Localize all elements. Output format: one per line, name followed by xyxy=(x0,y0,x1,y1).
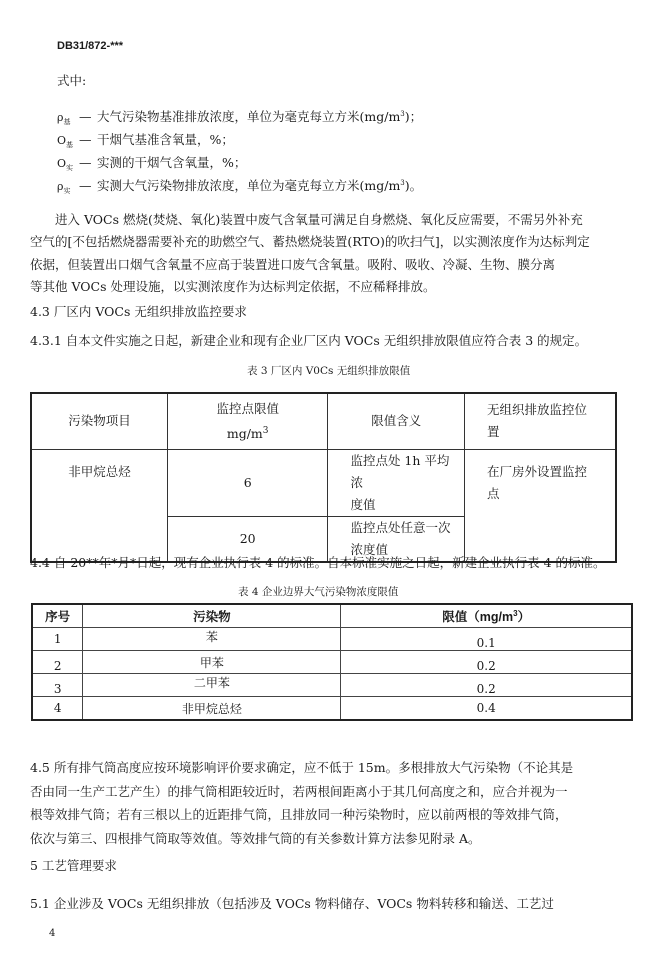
table3-header-meaning: 限值含义 xyxy=(328,393,465,449)
table4-no-cell: 3 xyxy=(32,674,83,697)
formula-intro: 式中: xyxy=(57,73,87,88)
table3-header-pollutant: 污染物项目 xyxy=(31,393,167,449)
section-4-4-text: 4.4 自 20**年*月*日起，现有企业执行表 4 的标准。自本标准实施之日起，新建企业执行表 4 的标准。 xyxy=(30,555,606,570)
definition-rho-measured: $\rho_实$ — 实测大气污染物排放浓度，单位为毫克每立方米$(mg/m^3)$。 xyxy=(57,178,423,196)
table4-pollutant-cell: 二甲苯 xyxy=(83,674,341,697)
section-4-3-1-text: 4.3.1 自本文件实施之日起，新建企业和现有企业厂区内 VOCs 无组织排放限值应符合表 3 的规定。 xyxy=(30,333,588,348)
table3-header-location: 无组织排放监控位 置 xyxy=(465,393,617,449)
table4-limit-cell: 0.2 xyxy=(341,651,632,674)
table4-limit-cell: 0.2 xyxy=(341,674,632,697)
definition-rho-base: $\rho_基$ — 大气污染物基准排放浓度，单位为毫克每立方米$(mg/m^3)$； xyxy=(57,109,423,127)
table3-header-limit: 监控点限值 $mg/m^3$ xyxy=(167,393,327,449)
table4-header-limit: 限值$(mg/m^3)$ xyxy=(341,604,632,628)
section-4-3-heading: 4.3 厂区内 VOCs 无组织排放监控要求 xyxy=(30,304,247,319)
table4-header-no: 序号 xyxy=(32,604,83,628)
table3-location-cell: 在厂房外设置监控 点 xyxy=(465,449,617,562)
table3-caption: 表 3 厂区内 V0Cs 无组织排放限值 xyxy=(247,365,411,377)
table4-no-cell: 2 xyxy=(32,651,83,674)
table4-no-cell: 1 xyxy=(32,628,83,651)
page-number: 4 xyxy=(49,928,56,939)
table-row xyxy=(32,628,632,651)
section-5-heading: 5 工艺管理要求 xyxy=(30,858,117,873)
table-row xyxy=(32,697,632,721)
paragraph-combustion: 进入 VOCs 燃烧(焚烧、氧化)装置中废气含氧量可满足自身燃烧、氧化反应需要，不需另外补充 空气的[不包括燃烧器需要补充的助燃空气、蓄热燃烧装置(RTO)的吹扫气]，以实测浓度作为达标判定 依据，但装置出口烟气含氧量不应高于装置进口废气含氧量。吸附、吸收、冷凝、生物、膜分离 等其他 VOCs 处理设施，以实测浓度作为达标判定依据，不应稀释排放。 xyxy=(30,212,590,294)
table4-pollutant-cell: 非甲烷总烃 xyxy=(83,697,341,721)
table4-pollutant-cell: 苯 xyxy=(83,628,341,651)
paragraph-4-5: 4.5 所有排气筒高度应按环境影响评价要求确定，应不低于 15m。多根排放大气污染物（不论其是 否由同一生产工艺产生）的排气筒相距较近时，若两根间距离小于其几何高度之和，应合并视为一 根等效排气筒；若有三根以上的近距排气筒，且排放同一种污染物时，应以前两根的等效排气筒， 依次与第三、四根排气筒取等效值。等效排气筒的有关参数计算方法参见附录 A。 xyxy=(30,760,574,846)
table4-header-pollutant: 污染物 xyxy=(83,604,341,628)
document-id: DB31/872-*** xyxy=(57,40,124,52)
table3-meaning-cell: 监控点处任意一次 浓度值 xyxy=(328,516,465,562)
table4-pollutant-cell: 甲苯 xyxy=(83,651,341,674)
table3-meaning-cell: 监控点处 1h 平均浓 度值 xyxy=(328,449,465,516)
definition-o-measured: $O_实$ — 实测的干烟气含氧量，%； xyxy=(57,155,247,173)
table4-limit-cell: 0.4 xyxy=(341,697,632,721)
table3-value-cell: 6 xyxy=(167,449,327,516)
table4-caption: 表 4 企业边界大气污染物浓度限值 xyxy=(238,586,399,598)
table3 xyxy=(30,392,617,563)
table-row xyxy=(32,674,632,697)
table3-value-cell: 20 xyxy=(167,516,327,562)
table-row xyxy=(32,651,632,674)
table3-pollutant-cell: 非甲烷总烃 xyxy=(31,449,167,562)
table4-no-cell: 4 xyxy=(32,697,83,721)
table4 xyxy=(31,603,633,721)
section-5-1-text: 5.1 企业涉及 VOCs 无组织排放（包括涉及 VOCs 物料储存、VOCs 物料转移和输送、工艺过 xyxy=(30,896,554,911)
table4-limit-cell: 0.1 xyxy=(341,628,632,651)
definition-o-base: $O_基$ — 干烟气基准含氧量，%； xyxy=(57,132,234,150)
